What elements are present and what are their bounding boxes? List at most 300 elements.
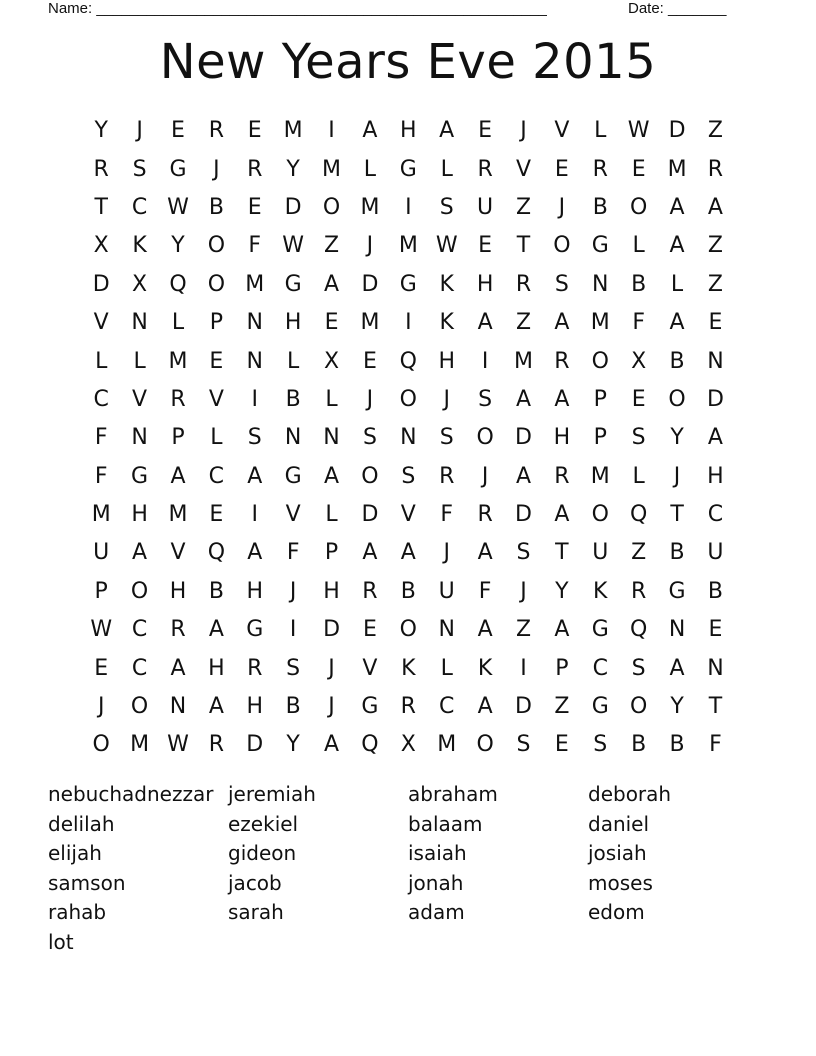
grid-cell: A xyxy=(554,502,570,528)
grid-cell: G xyxy=(591,694,609,720)
grid-cell: I xyxy=(251,386,258,412)
word-list-item: deborah xyxy=(588,782,672,806)
grid-cell: C xyxy=(707,502,724,528)
grid-cell: S xyxy=(516,540,531,566)
grid-cell: C xyxy=(439,694,455,720)
grid-cell: P xyxy=(593,386,607,412)
grid-cell: M xyxy=(590,310,610,336)
grid-cell: M xyxy=(130,732,150,758)
grid-cell: R xyxy=(400,694,416,720)
grid-cell: O xyxy=(361,463,379,489)
grid-cell: B xyxy=(400,578,416,604)
grid-cell: S xyxy=(132,156,147,182)
grid-cell: R xyxy=(515,271,532,297)
grid-cell: L xyxy=(287,348,300,374)
grid-cell: H xyxy=(553,425,571,451)
grid-cell: V xyxy=(132,386,148,412)
grid-cell: W xyxy=(90,617,113,643)
grid-cell: E xyxy=(94,655,109,681)
grid-cell: Z xyxy=(707,118,723,144)
grid-cell: G xyxy=(591,617,609,643)
grid-cell: Z xyxy=(515,617,532,643)
grid-cell: O xyxy=(399,386,417,412)
grid-cell: L xyxy=(632,233,645,259)
grid-cell: J xyxy=(328,655,335,681)
grid-cell: R xyxy=(631,578,647,604)
grid-cell: B xyxy=(631,732,647,758)
grid-cell: D xyxy=(706,386,724,412)
grid-cell: H xyxy=(400,118,417,144)
grid-cell: S xyxy=(593,732,608,758)
grid-cell: I xyxy=(405,310,412,336)
word-list-item: jacob xyxy=(228,870,282,895)
grid-cell: G xyxy=(131,463,149,489)
grid-cell: S xyxy=(554,271,569,297)
grid-cell: I xyxy=(251,502,258,528)
grid-cell: A xyxy=(208,694,224,720)
grid-cell: S xyxy=(439,425,454,451)
grid-cell: V xyxy=(515,156,532,182)
grid-cell: J xyxy=(289,578,297,604)
grid-cell: R xyxy=(170,617,186,643)
grid-cell: N xyxy=(438,617,455,643)
grid-cell: Z xyxy=(515,194,532,220)
word-list xyxy=(48,780,768,958)
grid-cell: T xyxy=(94,194,108,220)
grid-cell: T xyxy=(670,502,684,528)
grid-cell: O xyxy=(476,425,494,451)
grid-cell: I xyxy=(405,194,412,220)
grid-cell: H xyxy=(284,310,302,336)
grid-cell: H xyxy=(707,463,724,489)
word-list-item: moses xyxy=(588,870,653,895)
grid-cell: Z xyxy=(631,540,647,566)
grid-cell: O xyxy=(130,578,149,604)
word-list-item: sarah xyxy=(228,900,284,925)
grid-cell: B xyxy=(285,386,301,412)
grid-cell: M xyxy=(322,156,342,182)
grid-cell: D xyxy=(246,732,264,758)
grid-cell: R xyxy=(208,118,225,144)
grid-cell: I xyxy=(520,655,527,681)
grid-cell: E xyxy=(362,348,377,374)
grid-cell: F xyxy=(94,463,108,489)
grid-cell: R xyxy=(554,348,570,374)
word-list-item: isaiah xyxy=(408,841,467,866)
letter-grid xyxy=(82,112,735,765)
grid-cell: A xyxy=(208,617,224,643)
word-list-item: rahab xyxy=(48,900,107,925)
grid-cell: L xyxy=(670,271,684,297)
grid-cell: S xyxy=(439,194,454,220)
grid-cell: F xyxy=(478,578,492,604)
grid-cell: A xyxy=(362,118,378,144)
grid-cell: G xyxy=(399,271,417,297)
grid-cell: B xyxy=(669,540,685,566)
grid-cell: D xyxy=(515,502,532,528)
grid-cell: G xyxy=(399,156,417,182)
grid-cell: V xyxy=(362,655,378,681)
grid-cell: X xyxy=(631,348,647,374)
grid-cell: A xyxy=(324,732,340,758)
grid-cell: A xyxy=(400,540,416,566)
grid-cell: O xyxy=(207,233,226,259)
word-list-item: elijah xyxy=(48,841,102,866)
grid-cell: Y xyxy=(286,156,300,182)
grid-cell: L xyxy=(632,463,645,489)
grid-cell: L xyxy=(325,502,338,528)
grid-cell: J xyxy=(328,694,335,720)
grid-cell: B xyxy=(592,194,608,220)
grid-cell: A xyxy=(170,463,186,489)
grid-cell: B xyxy=(707,578,723,604)
grid-cell: G xyxy=(169,156,187,182)
grid-cell: R xyxy=(362,578,378,604)
word-list-item: samson xyxy=(48,870,126,895)
grid-cell: B xyxy=(285,694,301,720)
grid-cell: Y xyxy=(670,694,684,720)
grid-cell: M xyxy=(283,118,303,144)
grid-cell: M xyxy=(91,502,111,528)
grid-cell: Z xyxy=(515,310,532,336)
grid-cell: F xyxy=(94,425,108,451)
grid-cell: V xyxy=(208,386,224,412)
grid-cell: Q xyxy=(361,732,379,758)
grid-cell: L xyxy=(440,156,453,182)
grid-cell: J xyxy=(366,233,374,259)
grid-cell: E xyxy=(708,310,723,336)
word-list-item: ezekiel xyxy=(228,811,299,836)
grid-cell: D xyxy=(92,271,110,297)
grid-cell: G xyxy=(284,271,302,297)
word-list-item: jeremiah xyxy=(228,782,316,806)
grid-cell: H xyxy=(438,348,455,374)
grid-cell: C xyxy=(93,386,109,412)
grid-cell: S xyxy=(631,425,646,451)
grid-cell: G xyxy=(668,578,686,604)
grid-cell: P xyxy=(171,425,185,451)
grid-cell: S xyxy=(362,425,377,451)
grid-cell: B xyxy=(669,348,685,374)
grid-cell: V xyxy=(285,502,301,528)
grid-cell: G xyxy=(361,694,379,720)
grid-cell: O xyxy=(92,732,110,758)
grid-cell: Z xyxy=(324,233,340,259)
grid-cell: J xyxy=(558,194,566,220)
grid-cell: J xyxy=(481,463,489,489)
grid-cell: O xyxy=(322,194,341,220)
word-list-item: jonah xyxy=(408,870,464,895)
grid-cell: A xyxy=(669,194,685,220)
grid-cell: U xyxy=(707,540,724,566)
word-list-item: abraham xyxy=(408,782,498,806)
word-list-item: daniel xyxy=(588,811,650,836)
grid-cell: L xyxy=(363,156,377,182)
grid-cell: K xyxy=(439,271,454,297)
grid-cell: L xyxy=(95,348,108,374)
grid-cell: A xyxy=(362,540,378,566)
grid-cell: J xyxy=(673,463,681,489)
grid-cell: M xyxy=(667,156,687,182)
grid-cell: N xyxy=(668,617,686,643)
grid-cell: M xyxy=(168,502,188,528)
grid-cell: A xyxy=(669,310,685,336)
grid-cell: Z xyxy=(707,233,723,259)
grid-cell: P xyxy=(324,540,339,566)
grid-cell: Y xyxy=(555,578,569,604)
grid-cell: J xyxy=(520,118,527,144)
grid-cell: A xyxy=(247,540,263,566)
grid-cell: D xyxy=(668,118,686,144)
grid-cell: N xyxy=(323,425,340,451)
grid-cell: M xyxy=(590,463,610,489)
grid-cell: O xyxy=(630,694,648,720)
grid-cell: W xyxy=(282,233,305,259)
grid-cell: E xyxy=(247,194,262,220)
grid-cell: U xyxy=(592,540,609,566)
grid-cell: E xyxy=(478,118,493,144)
grid-cell: L xyxy=(440,655,453,681)
grid-cell: W xyxy=(167,732,189,758)
grid-cell: J xyxy=(136,118,143,144)
grid-cell: Q xyxy=(207,540,226,566)
grid-cell: E xyxy=(554,732,569,758)
grid-cell: T xyxy=(555,540,569,566)
grid-cell: R xyxy=(592,156,608,182)
grid-cell: W xyxy=(167,194,189,220)
grid-cell: A xyxy=(324,271,340,297)
grid-cell: L xyxy=(133,348,146,374)
grid-cell: I xyxy=(481,348,489,374)
grid-cell: O xyxy=(591,502,609,528)
grid-cell: J xyxy=(97,694,105,720)
word-list-item: lot xyxy=(48,929,74,954)
grid-cell: Q xyxy=(630,617,648,643)
grid-cell: G xyxy=(246,617,264,643)
grid-cell: E xyxy=(554,156,569,182)
grid-cell: P xyxy=(94,578,108,604)
grid-cell: S xyxy=(478,386,493,412)
grid-cell: O xyxy=(399,617,417,643)
grid-cell: R xyxy=(477,156,493,182)
grid-cell: E xyxy=(247,118,262,144)
grid-cell: F xyxy=(248,233,262,259)
grid-cell: M xyxy=(168,348,188,374)
grid-cell: Z xyxy=(707,271,723,297)
grid-cell: A xyxy=(554,310,570,336)
grid-cell: K xyxy=(477,655,493,681)
grid-cell: N xyxy=(592,271,609,297)
grid-cell: W xyxy=(435,233,458,259)
name-field: Name: ______________________________________________________ xyxy=(48,0,547,17)
grid-cell: L xyxy=(210,425,223,451)
grid-cell: C xyxy=(131,617,148,643)
grid-cell: S xyxy=(286,655,301,681)
grid-cell: U xyxy=(93,540,110,566)
grid-cell: R xyxy=(439,463,455,489)
grid-cell: D xyxy=(515,694,532,720)
grid-cell: M xyxy=(360,310,380,336)
grid-cell: S xyxy=(516,732,531,758)
grid-cell: M xyxy=(514,348,533,374)
grid-cell: N xyxy=(246,348,263,374)
grid-cell: N xyxy=(131,310,148,336)
grid-cell: H xyxy=(476,271,494,297)
word-list-item: gideon xyxy=(228,841,297,866)
grid-cell: R xyxy=(554,463,570,489)
grid-cell: K xyxy=(401,655,416,681)
grid-cell: B xyxy=(208,194,224,220)
grid-cell: C xyxy=(131,194,148,220)
grid-cell: X xyxy=(132,271,148,297)
grid-cell: C xyxy=(131,655,148,681)
word-list-item: nebuchadnezzar xyxy=(48,782,214,806)
grid-cell: S xyxy=(631,655,646,681)
grid-cell: N xyxy=(707,655,724,681)
grid-cell: H xyxy=(246,694,264,720)
grid-cell: U xyxy=(477,194,494,220)
grid-cell: N xyxy=(284,425,302,451)
grid-cell: H xyxy=(208,655,225,681)
grid-cell: E xyxy=(171,118,185,144)
grid-cell: A xyxy=(477,540,493,566)
grid-cell: S xyxy=(401,463,416,489)
grid-cell: E xyxy=(362,617,377,643)
grid-cell: Z xyxy=(554,694,570,720)
grid-cell: O xyxy=(207,271,226,297)
grid-cell: B xyxy=(208,578,224,604)
grid-cell: G xyxy=(591,233,609,259)
grid-cell: L xyxy=(171,310,185,336)
grid-cell: L xyxy=(325,386,338,412)
grid-cell: O xyxy=(130,694,149,720)
grid-cell: R xyxy=(477,502,493,528)
grid-cell: F xyxy=(286,540,300,566)
grid-cell: A xyxy=(170,655,186,681)
grid-cell: O xyxy=(476,732,494,758)
grid-cell: D xyxy=(284,194,302,220)
grid-cell: A xyxy=(477,310,493,336)
grid-cell: D xyxy=(515,425,532,451)
word-list-item: delilah xyxy=(48,811,115,836)
grid-cell: D xyxy=(361,502,379,528)
grid-cell: J xyxy=(443,386,450,412)
grid-cell: O xyxy=(553,233,571,259)
grid-cell: A xyxy=(477,617,493,643)
grid-cell: M xyxy=(245,271,265,297)
grid-cell: X xyxy=(93,233,109,259)
grid-cell: Q xyxy=(169,271,187,297)
grid-cell: F xyxy=(440,502,454,528)
grid-cell: H xyxy=(169,578,187,604)
grid-cell: T xyxy=(708,694,723,720)
grid-cell: E xyxy=(631,386,646,412)
grid-cell: E xyxy=(631,156,646,182)
grid-cell: K xyxy=(132,233,147,259)
grid-cell: C xyxy=(208,463,225,489)
grid-cell: L xyxy=(594,118,607,144)
grid-cell: P xyxy=(593,425,607,451)
word-list-item: edom xyxy=(588,900,645,925)
grid-cell: A xyxy=(439,118,455,144)
grid-cell: R xyxy=(707,156,724,182)
grid-cell: E xyxy=(209,348,224,374)
grid-cell: V xyxy=(93,310,109,336)
grid-cell: M xyxy=(360,194,380,220)
grid-cell: T xyxy=(516,233,531,259)
grid-cell: A xyxy=(554,386,570,412)
grid-cell: B xyxy=(631,271,647,297)
grid-cell: R xyxy=(247,655,263,681)
grid-cell: F xyxy=(632,310,645,336)
page-title: New Years Eve 2015 xyxy=(159,34,657,90)
grid-cell: H xyxy=(131,502,148,528)
grid-cell: A xyxy=(669,233,685,259)
grid-cell: A xyxy=(132,540,148,566)
grid-cell: V xyxy=(554,118,570,144)
grid-cell: U xyxy=(438,578,455,604)
grid-cell: P xyxy=(209,310,223,336)
word-list-item: adam xyxy=(408,900,465,925)
grid-cell: E xyxy=(209,502,224,528)
word-list-item: balaam xyxy=(408,811,483,836)
grid-cell: A xyxy=(707,425,723,451)
grid-cell: N xyxy=(131,425,148,451)
grid-cell: I xyxy=(289,617,297,643)
grid-cell: A xyxy=(324,463,340,489)
grid-cell: Y xyxy=(94,118,108,144)
grid-cell: E xyxy=(324,310,339,336)
grid-cell: J xyxy=(520,578,527,604)
header-line xyxy=(0,0,816,20)
grid-cell: O xyxy=(630,194,648,220)
grid-cell: A xyxy=(707,194,723,220)
grid-cell: J xyxy=(443,540,450,566)
grid-cell: S xyxy=(247,425,262,451)
grid-cell: B xyxy=(669,732,685,758)
grid-cell: A xyxy=(515,463,532,489)
grid-cell: N xyxy=(246,310,263,336)
grid-cell: X xyxy=(400,732,416,758)
grid-cell: Y xyxy=(670,425,684,451)
grid-cell: D xyxy=(361,271,379,297)
grid-cell: X xyxy=(324,348,340,374)
grid-cell: I xyxy=(328,118,335,144)
grid-cell: A xyxy=(247,463,263,489)
grid-cell: M xyxy=(437,732,457,758)
grid-cell: E xyxy=(478,233,493,259)
date-field: Date: _______ xyxy=(628,0,727,17)
grid-cell: R xyxy=(170,386,186,412)
grid-cell: D xyxy=(323,617,341,643)
grid-cell: V xyxy=(170,540,186,566)
grid-cell: P xyxy=(555,655,569,681)
grid-cell: A xyxy=(554,617,570,643)
grid-cell: Y xyxy=(286,732,300,758)
grid-cell: N xyxy=(707,348,724,374)
word-list-item: josiah xyxy=(588,841,647,866)
grid-cell: Q xyxy=(630,502,648,528)
grid-cell: V xyxy=(400,502,416,528)
grid-cell: R xyxy=(208,732,225,758)
grid-cell: N xyxy=(169,694,187,720)
grid-cell: Y xyxy=(171,233,185,259)
grid-cell: H xyxy=(323,578,340,604)
grid-cell: R xyxy=(247,156,263,182)
grid-cell: R xyxy=(93,156,109,182)
grid-cell: F xyxy=(709,732,722,758)
grid-cell: C xyxy=(592,655,608,681)
